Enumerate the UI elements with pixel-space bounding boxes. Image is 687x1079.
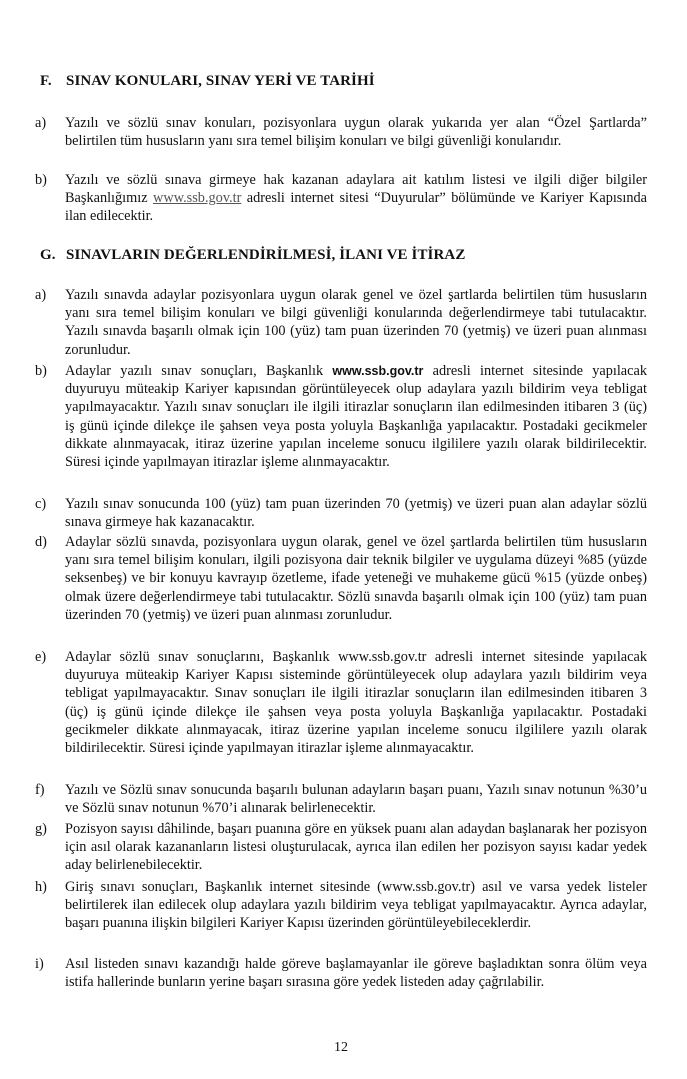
section-g-letter: G. [40, 247, 56, 263]
item-marker: a) [35, 287, 47, 303]
item-marker: e) [35, 649, 47, 665]
section-g-heading [40, 247, 465, 264]
section-g-title: SINAVLARIN DEĞERLENDİRİLMESİ, İLANI VE İTİRAZ [66, 247, 466, 263]
item-marker: a) [35, 115, 47, 131]
item-text [65, 171, 647, 226]
item-marker: c) [35, 496, 47, 512]
item-marker: b) [35, 363, 47, 379]
section-f-title: SINAV KONULARI, SINAV YERİ VE TARİHİ [66, 73, 375, 89]
section-f-heading [40, 73, 375, 90]
item-marker: b) [35, 172, 47, 188]
section-f-letter: F. [40, 73, 52, 89]
item-text: Pozisyon sayısı dâhilinde, başarı puanına göre en yüksek puanı alan adaydan başlanarak her pozisyon için asıl olarak kazananların listesi oluşturulacak, ayrıca ilan edilen her pozisyon sayısı kadar yedek aday belirlenebilecektir. [65, 821, 647, 874]
item-marker: g) [35, 821, 47, 837]
item-text: Adaylar sözlü sınav sonuçlarını, Başkanlık www.ssb.gov.tr adresli internet sitesinde yapılacak duyuruya müteakip Kariyer Kapısı sisteminde görüntüleyecek olup adaylara yazılı bildirim veya tebligat yapılmayacaktır. Sınav sonuçları ile ilgili itirazlar sonuçların ilan edilmesinden itibaren 3 (üç) iş günü içinde dilekçe ile şahsen veya posta yoluyla Başkanlığa yapılacaktır. Postadaki gecikmeler dikkate alınmayacak, itiraz üzerine yapılan inceleme sonucu ilgililere yazılı olarak bildirilecektir. Süresi içinde yapılmayan itirazlar işleme alınmayacaktır. [65, 649, 647, 757]
item-marker: i) [35, 956, 44, 972]
item-text: Giriş sınavı sonuçları, Başkanlık internet sitesinde (www.ssb.gov.tr) asıl ve varsa yedek listeler belirtilerek ilan edilecek olup adaylara yazılı bildirim veya tebligat yapılmayacaktır. Ayrıca adaylar, başarı puanına ilişkin bilgileri Kariyer Kapısı üzerinden görüntüleyebileceklerdir. [65, 879, 647, 932]
item-text-before: Yazılı ve sözlü sınava girmeye hak kazanan adaylara ait katılım listesi ve ilgili diğer bilgiler Başkanlığımız [65, 172, 647, 207]
item-marker: d) [35, 534, 47, 550]
ssb-website-link[interactable]: www.ssb.gov.tr [153, 190, 242, 207]
item-text: Yazılı sınav sonucunda 100 (yüz) tam puan üzerinden 70 (yetmiş) ve üzeri puan alan adaylar sözlü sınava girmeye hak kazanacaktır. [65, 496, 647, 531]
item-marker: h) [35, 879, 47, 895]
item-text: Asıl listeden sınavı kazandığı halde göreve başlamayanlar ile göreve başladıktan sonra ölüm veya istifa hallerinde bunların yerine başarı sırasına göre yedek listeden aday çağrılabilir. [65, 956, 647, 991]
item-text: Adaylar sözlü sınavda, pozisyonlara uygun olarak, genel ve özel şartlarda belirtilen tüm hususların yanı sıra temel bilişim konuları, ilgili pozisyona dair teknik bilgiler ve uygulama düzeyi %85 (yüzde seksenbeş) ve bir konuyu kavrayıp özetleme, ifade yeteneği ve muhakeme gücü %15 (yüzde onbeş) olmak üzere değerlendirmeye tabi tutulacaktır. Sözlü sınavda başarılı olmak için 100 (yüz) tam puan üzerinden 70 (yetmiş) ve üzeri puan alınması zorunludur. [65, 534, 647, 623]
item-text: Yazılı ve Sözlü sınav sonucunda başarılı bulunan adayların başarı puanı, Yazılı sınav notunun %30’u ve Sözlü sınav notunun %70’i alınarak belirlenecektir. [65, 782, 647, 817]
item-text [65, 362, 647, 471]
item-text: Yazılı sınavda adaylar pozisyonlara uygun olarak genel ve özel şartlarda belirtilen tüm hususların yanı sıra temel bilişim konuları ve bilgi güvenliği konularında değerlendirmeye tabi tutulacaktır. Yazılı sınavda başarılı olmak için 100 (yüz) tam puan üzerinden 70 (yetmiş) ve üzeri puan alınması zorunludur. [65, 287, 647, 358]
item-text-after: adresli internet sitesi “Duyurular” bölümünde ve Kariyer Kapısında ilan edilecektir. [65, 190, 647, 225]
item-text-after: adresli internet sitesinde yapılacak duyuruyu müteakip Kariyer kapısından görüntüleyecek olup adaylara yazılı bildirim veya tebligat yapılmayacaktır. Yazılı sınav sonuçları ile ilgili itirazlar sonuçların ilan edilmesinden itibaren 3 (üç) iş günü içinde dilekçe ile şahsen veya posta yoluyla Başkanlığa yapılacaktır. Postadaki gecikmeler dikkate alınmayacak, itiraz üzerine yapılan inceleme sonucu ilgililere yazılı olarak bildirilecektir. Süresi içinde yapılmayan itirazlar işleme alınmayacaktır. [65, 363, 647, 471]
item-text-before: Adaylar yazılı sınav sonuçları, Başkanlık [65, 363, 333, 379]
ssb-website-url: www.ssb.gov.tr [332, 364, 424, 378]
item-text: Yazılı ve sözlü sınav konuları, pozisyonlara uygun olarak yukarıda yer alan “Özel Şartlarda” belirtilen tüm hususların yanı sıra temel bilişim konuları ve bilgi güvenliği konularıdır. [65, 115, 647, 150]
document-page [35, 0, 647, 1079]
page-number: 12 [334, 1040, 348, 1055]
item-marker: f) [35, 782, 45, 798]
